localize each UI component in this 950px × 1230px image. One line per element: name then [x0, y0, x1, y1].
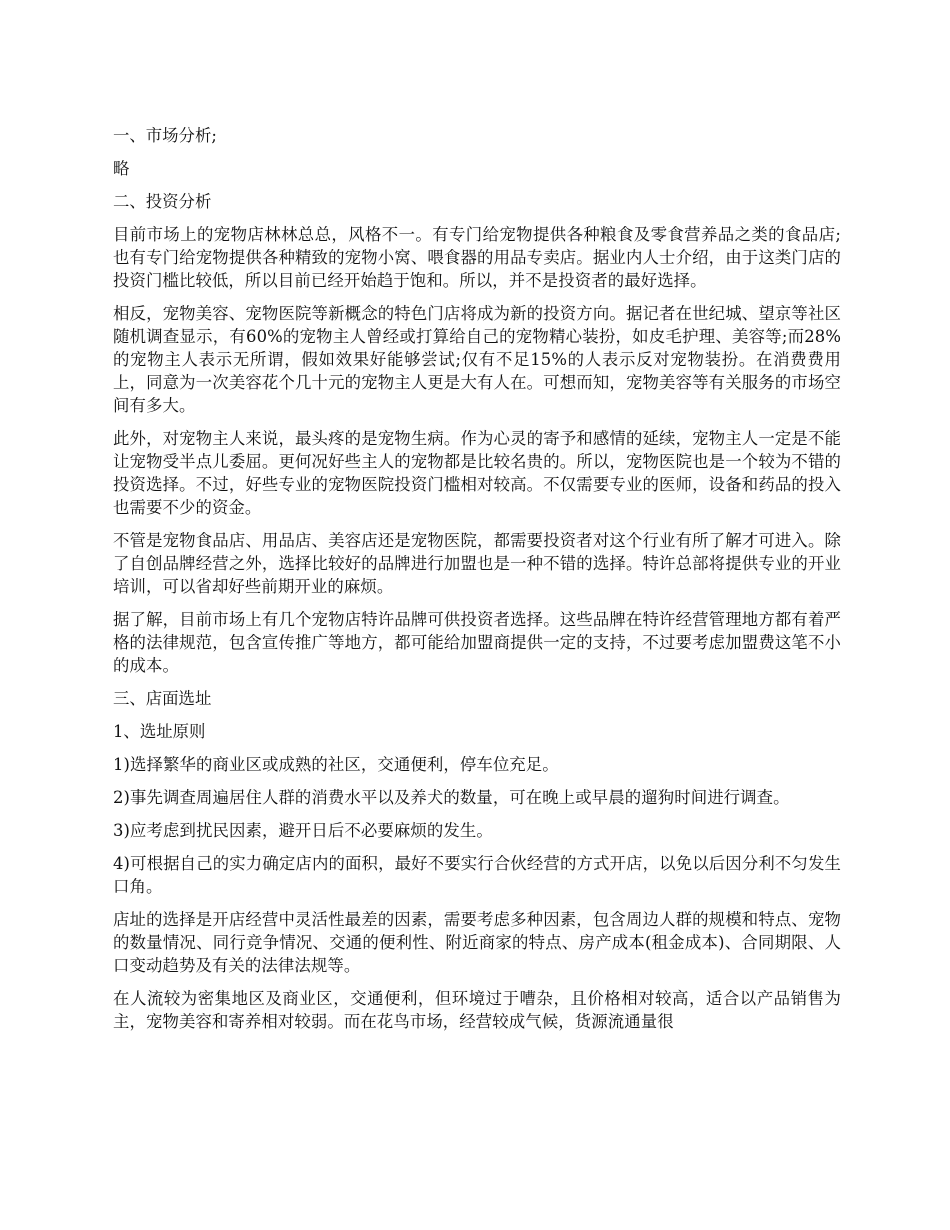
paragraph-grooming-hospital: 相反，宠物美容、宠物医院等新概念的特色门店将成为新的投资方向。据记者在世纪城、望京等社区随机调查显示，有60%的宠物主人曾经或打算给自己的宠物精心装扮，如皮毛护理、美容等;而28%的宠物主人表示无所谓，假如效果好能够尝试;仅有不足15%的人表示反对宠物装扮。在消费费用上，同意为一次美容花个几十元的宠物主人更是大有人在。可想而知，宠物美容等有关服务的市场空间有多大。	[113, 304, 841, 415]
paragraph-franchise-brands: 据了解，目前市场上有几个宠物店特许品牌可供投资者选择。这些品牌在特许经营管理地方都有着严格的法律规范，包含宣传推广等地方，都可能给加盟商提供一定的支持，不过要考虑加盟费这笔不小的成本。	[113, 610, 841, 675]
paragraph-omitted: 略	[113, 159, 130, 178]
paragraph-franchise-choice: 不管是宠物食品店、用品店、美容店还是宠物医院，都需要投资者对这个行业有所了解才可进入。除了自创品牌经营之外，选择比较好的品牌进行加盟也是一种不错的选择。特许总部将提供专业的开业培训，可以省却好些前期开业的麻烦。	[113, 531, 841, 596]
subheading-location-principles: 1、选址原则	[113, 722, 206, 741]
paragraph-commercial-area: 在人流较为密集地区及商业区，交通便利，但环境过于嘈杂，且价格相对较高，适合以产品销售为主，宠物美容和寄养相对较弱。而在花鸟市场，经营较成气候，货源流通量很	[113, 989, 841, 1031]
paragraph-market-overview: 目前市场上的宠物店林林总总，风格不一。有专门给宠物提供各种粮食及零食营养品之类的食品店;也有专门给宠物提供各种精致的宠物小窝、喂食器的用品专卖店。据业内人士介绍，由于这类门店的投资门槛比较低，所以目前已经开始趋于饱和。所以，并不是投资者的最好选择。	[113, 225, 841, 290]
document-page	[113, 124, 841, 1043]
list-item-principle-4: 4)可根据自己的实力确定店内的面积，最好不要实行合伙经营的方式开店，以免以后因分利不匀发生口角。	[113, 854, 841, 896]
paragraph-location-factors: 店址的选择是开店经营中灵活性最差的因素，需要考虑多种因素，包含周边人群的规模和特点、宠物的数量情况、同行竞争情况、交通的便利性、附近商家的特点、房产成本(租金成本)、合同期限、人口变动趋势及有关的法律法规等。	[113, 910, 841, 975]
list-item-principle-2: 2)事先调查周遍居住人群的消费水平以及养犬的数量，可在晚上或早晨的遛狗时间进行调查。	[113, 788, 790, 807]
section-heading-store-location: 三、店面选址	[113, 689, 212, 708]
paragraph-pet-illness: 此外，对宠物主人来说，最头疼的是宠物生病。作为心灵的寄予和感情的延续，宠物主人一定是不能让宠物受半点儿委屈。更何况好些主人的宠物都是比较名贵的。所以，宠物医院也是一个较为不错的投资选择。不过，好些专业的宠物医院投资门槛相对较高。不仅需要专业的医师，设备和药品的投入也需要不少的资金。	[113, 429, 841, 517]
section-heading-market-analysis: 一、市场分析;	[113, 126, 217, 145]
list-item-principle-3: 3)应考虑到扰民因素，避开日后不必要麻烦的发生。	[113, 821, 493, 840]
list-item-principle-1: 1)选择繁华的商业区或成熟的社区，交通便利，停车位充足。	[113, 755, 559, 774]
section-heading-investment-analysis: 二、投资分析	[113, 192, 212, 211]
